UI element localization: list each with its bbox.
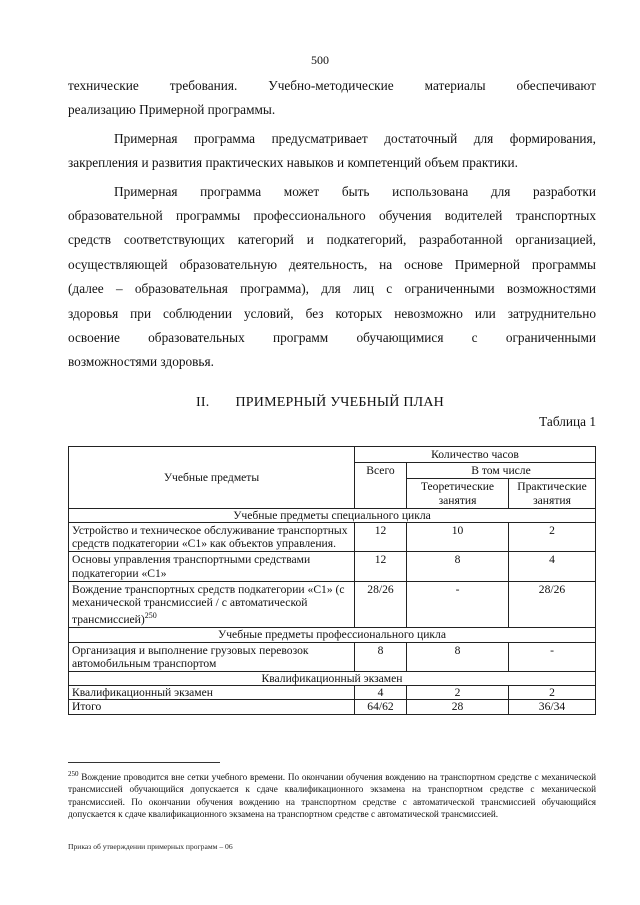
paragraph-3-line-6: здоровья при соблюдении условий, без которых невозможно или затруднительно	[68, 305, 596, 321]
table-row	[69, 523, 596, 552]
row-practice: 36/34	[509, 700, 596, 714]
header-theory: Теоретические занятия	[407, 479, 509, 508]
header-including: В том числе	[407, 463, 596, 479]
row-practice: 2	[509, 686, 596, 700]
row-theory: 8	[407, 642, 509, 671]
table-row	[69, 686, 596, 700]
paragraph-3	[68, 180, 596, 375]
paragraph-2-line-2: закрепления и развития практических навыков и компетенций объем практики.	[68, 155, 518, 171]
paragraph-3-line-1: Примерная программа может быть использована для разработки	[114, 183, 596, 199]
body-text	[68, 74, 596, 375]
row-total: 28/26	[355, 581, 407, 627]
paragraph-1	[68, 74, 596, 123]
header-total: Всего	[355, 463, 407, 509]
section-row-exam	[69, 671, 596, 685]
paragraph-3-line-3: средств соответствующих категорий и подкатегорий, разработанной организацией,	[68, 232, 596, 248]
header-subjects: Учебные предметы	[69, 447, 355, 509]
row-practice: 28/26	[509, 581, 596, 627]
paragraph-3-line-4: осуществляющей образовательную деятельность, на основе Примерной программы	[68, 256, 596, 272]
section-special-label: Учебные предметы специального цикла	[69, 508, 596, 522]
section-exam-label: Квалификационный экзамен	[69, 671, 596, 685]
row-subject: Вождение транспортных средств подкатегории «C1» (с механической трансмиссией / с автоматической трансмиссией)	[72, 582, 345, 627]
row-total: 4	[355, 686, 407, 700]
paragraph-1-line-1: технические требования. Учебно-методические материалы обеспечивают	[68, 78, 596, 93]
row-total: 64/62	[355, 700, 407, 714]
section-heading: ПРИМЕРНЫЙ УЧЕБНЫЙ ПЛАН	[235, 395, 444, 410]
row-theory: 28	[407, 700, 509, 714]
row-practice: -	[509, 642, 596, 671]
row-subject: Итого	[69, 700, 355, 714]
row-subject-cell	[69, 581, 355, 627]
footnote-divider	[68, 762, 220, 763]
paragraph-3-line-7: освоение образовательных программ обучающимися с ограниченными	[68, 330, 596, 346]
footnote-text: Вождение проводится вне сетки учебного времени. По окончании обучения вождению на транспортном средстве с механической трансмиссией обучающийся допускается к сдаче квалификационного экзамена на транспортном средстве с механической трансмиссией. По окончании обучения вождению на транспортном средстве с автоматической трансмиссией обучающийся допускается к сдаче квалификационного экзамена на транспортном средстве с автоматической трансмиссией.	[68, 772, 596, 820]
section-row-professional	[69, 628, 596, 642]
footnote-reference[interactable]: 250	[144, 611, 157, 621]
paragraph-3-line-2: образовательной программы профессионального обучения водителей транспортных	[68, 208, 596, 224]
table-row	[69, 552, 596, 581]
paragraph-3-line-5: (далее – образовательная программа), для лиц с ограниченными возможностями	[68, 281, 596, 297]
paragraph-1-line-2: реализацию Примерной программы.	[68, 102, 276, 118]
row-subject: Основы управления транспортными средствами подкатегории «C1»	[69, 552, 355, 581]
header-hours: Количество часов	[355, 447, 596, 463]
curriculum-table	[68, 446, 596, 715]
section-professional-label: Учебные предметы профессионального цикла	[69, 628, 596, 642]
document-footer: Приказ об утверждении примерных программ – 06	[68, 842, 233, 851]
header-practice: Практические занятия	[509, 479, 596, 508]
row-subject: Квалификационный экзамен	[69, 686, 355, 700]
section-title	[0, 395, 640, 411]
table-caption: Таблица 1	[539, 414, 596, 429]
paragraph-3-line-8: возможностями здоровья.	[68, 354, 214, 370]
footnote	[68, 768, 596, 821]
footnote-marker: 250	[68, 770, 79, 778]
row-theory: 8	[407, 552, 509, 581]
table-row	[69, 642, 596, 671]
row-practice: 2	[509, 523, 596, 552]
header-row-1	[69, 447, 596, 463]
row-practice: 4	[509, 552, 596, 581]
table-row	[69, 581, 596, 627]
section-row-special	[69, 508, 596, 522]
total-row	[69, 700, 596, 714]
row-total: 12	[355, 552, 407, 581]
row-subject: Устройство и техническое обслуживание транспортных средств подкатегории «C1» как объектов управления.	[69, 523, 355, 552]
row-subject: Организация и выполнение грузовых перевозок автомобильным транспортом	[69, 642, 355, 671]
paragraph-2	[68, 127, 596, 176]
row-total: 12	[355, 523, 407, 552]
row-total: 8	[355, 642, 407, 671]
section-number: II.	[196, 395, 210, 410]
row-theory: 10	[407, 523, 509, 552]
paragraph-2-line-1: Примерная программа предусматривает достаточный для формирования,	[114, 130, 596, 146]
row-theory: -	[407, 581, 509, 627]
page-number: 500	[311, 53, 329, 67]
row-theory: 2	[407, 686, 509, 700]
